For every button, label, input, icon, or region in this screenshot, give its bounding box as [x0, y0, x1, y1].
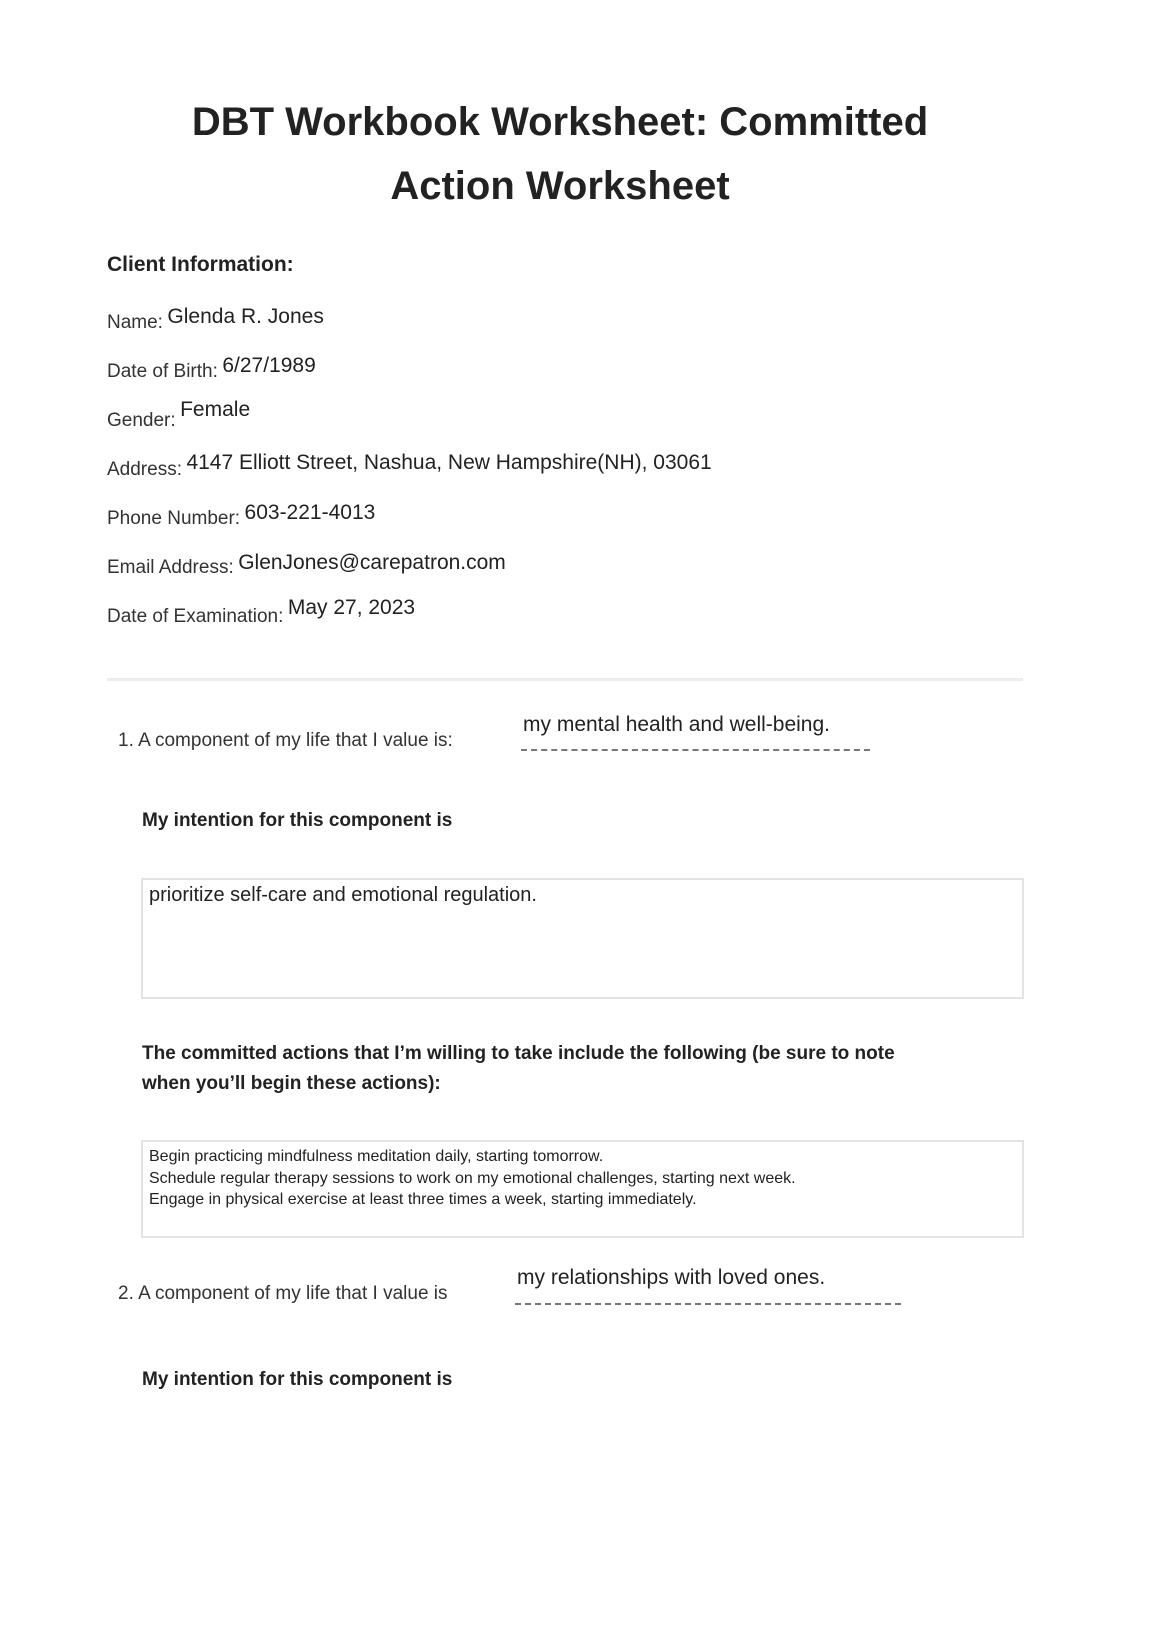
field-label: Name: — [107, 312, 163, 333]
item-1-actions-label-1: The committed actions that I’m willing to take include the following (be sure to note — [142, 1043, 895, 1064]
title-line-1: DBT Workbook Worksheet: Committed — [191, 100, 929, 144]
address-field[interactable]: 4147 Elliott Street, Nashua, New Hampshire(NH), 03061 — [186, 451, 712, 474]
item-1-intention: prioritize self-care and emotional regulation. — [149, 884, 537, 906]
name-field[interactable]: Glenda R. Jones — [167, 305, 324, 328]
item-2-question: 2. A component of my life that I value is — [118, 1283, 448, 1304]
field-dob — [107, 354, 316, 383]
item-1-actions: Begin practicing mindfulness meditation daily, starting tomorrow. Schedule regular therapy sessions to work on my emotional challenges, starting next week. Engage in physical exercise at least three times a week, starting immediately. — [149, 1148, 796, 1208]
field-label: Address: — [107, 459, 182, 480]
field-phone — [107, 501, 376, 530]
field-exam-date — [107, 596, 416, 628]
item-2-value-field[interactable] — [515, 1266, 901, 1305]
phone-field[interactable]: 603-221-4013 — [244, 501, 376, 524]
field-label: Date of Examination: — [107, 606, 284, 627]
item-1-intention-field[interactable] — [141, 878, 1024, 999]
field-email — [107, 551, 506, 579]
item-2-value: my relationships with loved ones. — [517, 1266, 826, 1289]
title-line-2: Action Worksheet — [390, 164, 730, 208]
email-field[interactable]: GlenJones@carepatron.com — [238, 551, 506, 574]
item-2-intention-label: My intention for this component is — [142, 1369, 453, 1390]
field-label: Gender: — [107, 410, 176, 431]
item-1-actions-label-2: when you’ll begin these actions): — [142, 1073, 441, 1094]
exam-date-field[interactable]: May 27, 2023 — [287, 596, 416, 619]
gender-field[interactable]: Female — [180, 398, 251, 421]
field-label: Phone Number: — [107, 508, 241, 529]
dob-field[interactable]: 6/27/1989 — [222, 354, 316, 377]
item-1-intention-label: My intention for this component is — [142, 810, 453, 831]
item-1-question: 1. A component of my life that I value is: — [118, 730, 453, 751]
field-name — [107, 305, 324, 334]
divider — [107, 678, 1023, 681]
item-1-value: my mental health and well-being. — [523, 713, 831, 736]
field-label: Email Address: — [107, 557, 234, 578]
field-address — [107, 451, 712, 481]
item-1-actions-field[interactable] — [141, 1140, 1024, 1238]
item-1-value-field[interactable] — [521, 713, 870, 751]
field-gender — [107, 398, 251, 432]
client-info-heading: Client Information: — [107, 253, 294, 276]
field-label: Date of Birth: — [107, 361, 218, 382]
